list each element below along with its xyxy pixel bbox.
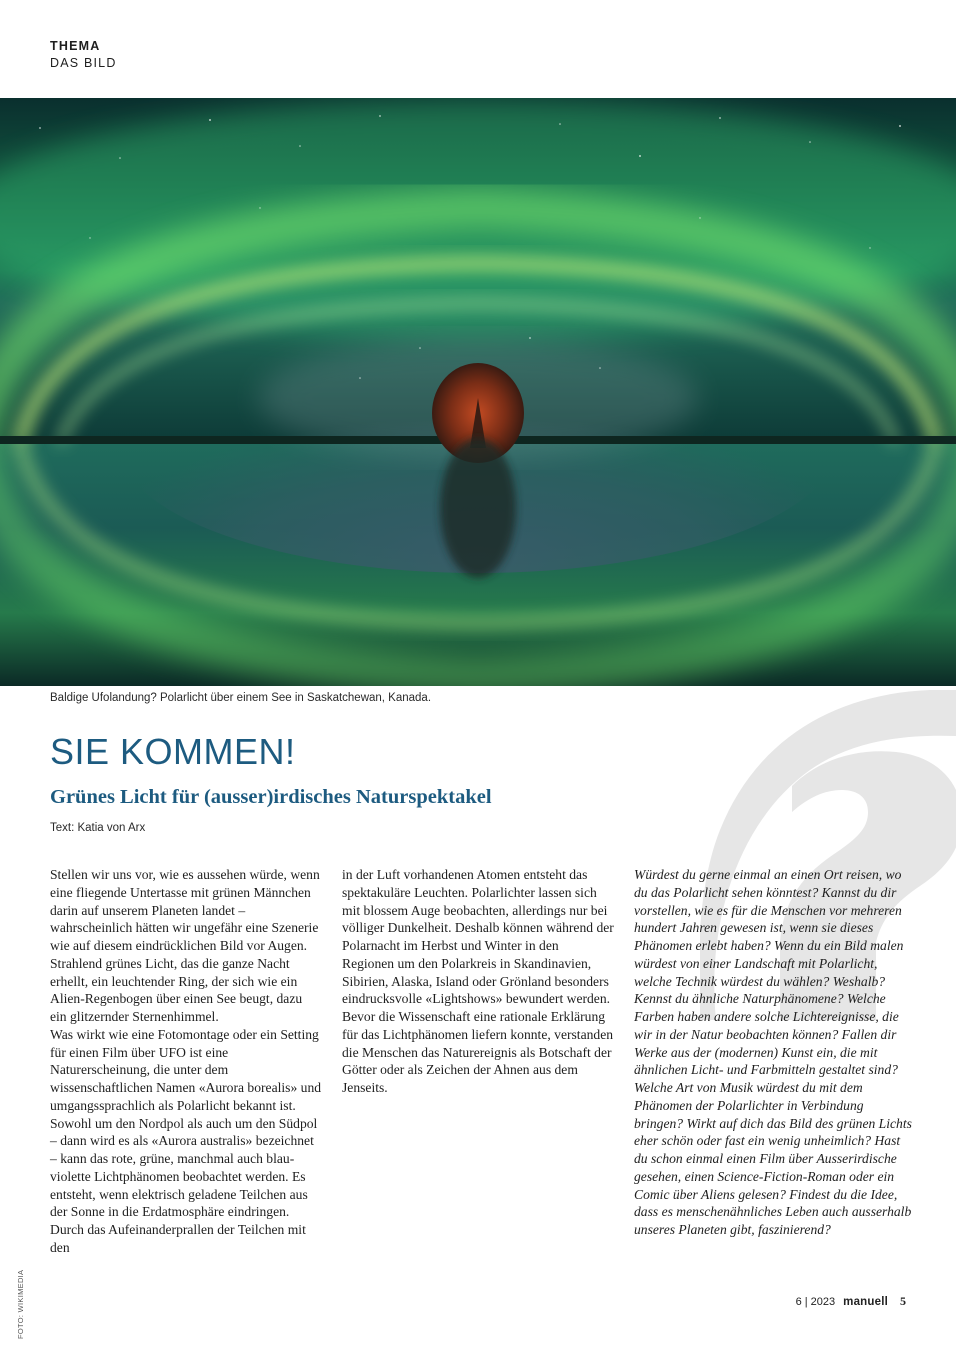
article-column-1 [50, 866, 322, 1257]
aurora-photo [0, 98, 956, 686]
article-byline: Text: Katia von Arx [50, 822, 146, 834]
paragraph: Was wirkt wie eine Fotomontage oder ein Setting für einen Film über UFO ist eine Naturerscheinung, die unter dem wissenschaftlichen Namen «Aurora borealis» und umgangssprachlich als Polarlicht bekannt ist. Sowohl um den Nordpol als auch um den Südpol – dann wird es als «Aurora australis» bezeichnet – kann das rote, grüne, manchmal auch blau-violette Lichtphänomen beobachtet werden. Es entsteht, wenn elektrisch geladene Teilchen aus der Sonne in die Erdatmosphäre eindringen. Durch das Aufeinanderprallen der Teilchen mit den [50, 1026, 322, 1255]
page-footer [796, 1294, 906, 1309]
aurora-illustration [0, 98, 956, 686]
page-number: 5 [900, 1294, 906, 1308]
issue-number: 6 | 2023 [795, 1296, 836, 1308]
subsection-label: DAS BILD [50, 56, 117, 70]
photo-caption: Baldige Ufolandung? Polarlicht über einem See in Saskatchewan, Kanada. [50, 692, 432, 704]
section-kicker [50, 38, 117, 72]
article-subheadline: Grünes Licht für (ausser)irdisches Naturspektakel [50, 786, 492, 808]
section-label: THEMA [50, 39, 101, 53]
paragraph: Würdest du gerne einmal an einen Ort reisen, wo du das Polarlicht sehen könntest? Kannst du dir vorstellen, wie es für die Menschen vor mehreren hundert Jahren gewesen ist, wenn sie dieses Phänomen erlebt haben? Wenn du ein Bild malen würdest von einer Landschaft mit Polarlicht, welche Technik würdest du wählen? Weshalb? Kennst du ähnliche Naturphänomene? Welche Farben haben andere solche Lichtereignisse, die wir in der Natur beobachten können? Fallen dir Werke aus der (modernen) Kunst ein, die mit ähnlichen Licht- und Farbmitteln gestaltet sind? Welche Art von Musik würdest du mit dem Phänomen der Polarlichter in Verbindung bringen? Wirkt auf dich das Bild des grünen Lichts eher schön oder fast ein wenig unheimlich? Hast du schon einmal einen Film über Ausserirdische gesehen, einen Science-Fiction-Roman oder ein Comic über Aliens gelesen? Findest du die Idee, dass es menschenähnliches Leben auch ausserhalb unseres Planeten gibt, faszinierend? [634, 867, 912, 1237]
article-column-2 [342, 866, 614, 1097]
magazine-brand: manuell [843, 1296, 888, 1308]
article-column-3-questions [634, 866, 912, 1239]
paragraph: Stellen wir uns vor, wie es aussehen würde, wenn eine fliegende Untertasse mit grünen Männchen darin auf unserem Planeten landet – wahrscheinlich hätten wir ungefähr eine Szenerie wie auf diesem eindrücklichen Bild vor Augen. Strahlend grünes Licht, das die ganze Nacht erhellt, ein leuchtender Ring, der sich wie ein Alien-Regenbogen über einen See beugt, dazu ein glitzernder Sternenhimmel. [50, 867, 320, 1024]
article-headline: SIE KOMMEN! [50, 731, 296, 772]
paragraph: in der Luft vorhandenen Atomen entsteht das spektakuläre Leuchten. Polarlichter lassen sich mit blossem Auge beobachten, allerdings nur bei völliger Dunkelheit. Deshalb können während der Polarnacht im Herbst und Winter in den Regionen um den Polarkreis in Skandinavien, Sibirien, Alaska, Island oder Grönland besonders eindrucksvolle «Lightshows» bewundert werden. Bevor die Wissenschaft eine rationale Erklärung für das Lichtphänomen liefern konnte, verstanden die Menschen das Naturereignis als Botschaft der Götter oder als Zeichen der Ahnen aus dem Jenseits. [342, 867, 614, 1095]
photo-credit [16, 1198, 30, 1339]
photo-credit-text: FOTO: WIKIMEDIA [16, 1269, 25, 1339]
